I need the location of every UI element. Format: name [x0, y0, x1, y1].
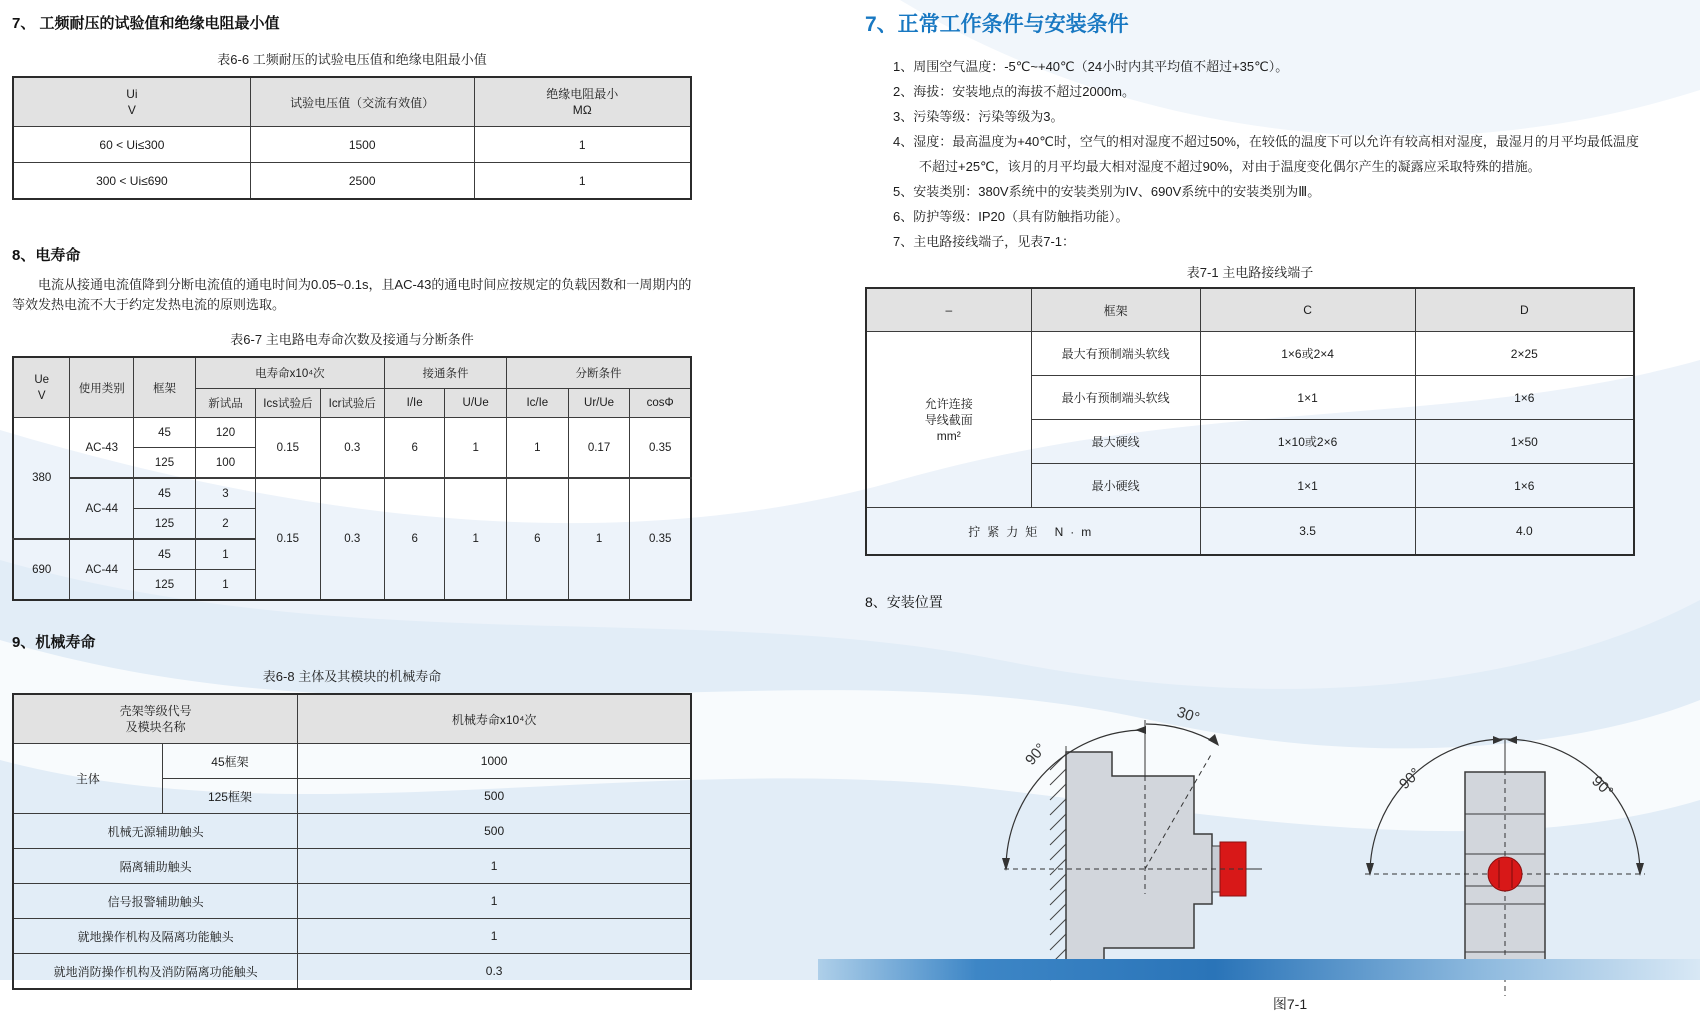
cell: 6 — [384, 478, 444, 600]
right-page — [865, 8, 1647, 1026]
table-7-1-caption: 表7-1 主电路接线端子 — [1186, 265, 1314, 280]
cell: 1 — [445, 478, 507, 600]
header-line: Ue — [34, 373, 50, 386]
section-7-left-title: 7、 工频耐压的试验值和绝缘电阻最小值 — [12, 15, 280, 32]
header-line: 及模块名称 — [125, 720, 186, 734]
arrowhead — [1208, 734, 1219, 746]
table-row — [13, 77, 691, 127]
header-cell: Ic/Ie — [507, 389, 569, 418]
table-row — [13, 418, 691, 448]
arrowhead — [1507, 736, 1517, 744]
device-profile — [1066, 752, 1212, 966]
cell: 就地消防操作机构及消防隔离功能触头 — [13, 954, 298, 990]
cell: 45 — [134, 478, 196, 509]
header-cell — [13, 77, 250, 127]
arc-30 — [1146, 724, 1218, 744]
cell: 6 — [507, 478, 569, 600]
cell — [866, 332, 1031, 508]
cell: 1 — [195, 570, 255, 601]
side-view-mounting-drawing — [940, 654, 1270, 984]
cell: 1 — [474, 127, 691, 163]
cell: 1×1 — [1200, 464, 1415, 508]
cell: 2500 — [250, 163, 474, 200]
cell: 1 — [298, 849, 691, 884]
cell: 拧紧力矩 N·m — [866, 508, 1200, 556]
table-7-1 — [865, 287, 1635, 556]
figure-caption: 图7-1 — [1272, 996, 1308, 1012]
table-row — [13, 919, 691, 954]
table-row — [13, 127, 691, 163]
cell: 就地操作机构及隔离功能触头 — [13, 919, 298, 954]
header-cell: U/Ue — [445, 389, 507, 418]
header-cell: – — [866, 288, 1031, 332]
cell: 0.3 — [298, 954, 691, 990]
cell-line: 导线截面 — [924, 412, 973, 427]
table-row — [13, 357, 691, 389]
cell: 1×6或2×4 — [1200, 332, 1415, 376]
cell: 1 — [445, 418, 507, 479]
cell: 1 — [568, 478, 630, 600]
header-cell: 使用类别 — [70, 357, 134, 418]
cell: 60 < Ui≤300 — [13, 127, 250, 163]
arrowhead — [1493, 736, 1503, 744]
angle-90-label: 90° — [1022, 740, 1050, 769]
cell: 120 — [195, 418, 255, 448]
cell: 125 — [134, 509, 196, 540]
cell: 0.3 — [320, 418, 384, 479]
cell: 100 — [195, 448, 255, 479]
header-cell: 机械寿命x10⁴次 — [298, 694, 691, 744]
section-9-left-title: 9、机械寿命 — [12, 634, 96, 651]
cell: 125 — [134, 448, 196, 479]
cell: 最小硬线 — [1031, 464, 1200, 508]
section-8-paragraph: 电流从接通电流值降到分断电流值的通电时间为0.05~0.1s，且AC-43的通电时间应按规定的负载因数和一周期内的等效发热电流不大于约定发热电流的原则选取。 — [12, 277, 692, 312]
header-cell: 电寿命x10⁴次 — [195, 357, 384, 389]
cell: 1×6 — [1415, 376, 1634, 420]
cell: 0.15 — [256, 478, 320, 600]
cell: 1 — [298, 884, 691, 919]
table-row — [13, 814, 691, 849]
header-cell: 框架 — [134, 357, 196, 418]
list-item: 2、海拔：安装地点的海拔不超过2000m。 — [893, 84, 1135, 99]
cell: 1×50 — [1415, 420, 1634, 464]
cell: 1 — [298, 919, 691, 954]
header-cell: cosΦ — [630, 389, 691, 418]
table-row — [13, 884, 691, 919]
header-cell: 新试品 — [195, 389, 255, 418]
cell: 500 — [298, 814, 691, 849]
header-line: V — [37, 389, 46, 402]
cell: 125 — [134, 570, 196, 601]
header-cell: Ics试验后 — [256, 389, 320, 418]
cell: 信号报警辅助触头 — [13, 884, 298, 919]
cell: 2×25 — [1415, 332, 1634, 376]
cell: 0.15 — [256, 418, 320, 479]
cell: 1500 — [250, 127, 474, 163]
list-item: 4、湿度：最高温度为+40℃时，空气的相对湿度不超过50%，在较低的温度下可以允许有较高相对湿度，最湿月的月平均最低温度不超过+25℃，该月的月平均最大相对湿度不超过90%，对由于温度变化偶尔产生的凝露应采取特殊的措施。 — [893, 134, 1639, 174]
footer-accent-bar — [818, 959, 1700, 980]
header-line: V — [127, 103, 136, 117]
cell: 125框架 — [162, 779, 298, 814]
cell: 1 — [474, 163, 691, 200]
table-6-6-caption: 表6-6 工频耐压的试验电压值和绝缘电阻最小值 — [217, 52, 487, 67]
cell: 最大硬线 — [1031, 420, 1200, 464]
list-item: 7、主电路接线端子，见表7-1： — [893, 234, 1076, 249]
section-8-left-title: 8、电寿命 — [12, 247, 81, 264]
header-cell: Icr试验后 — [320, 389, 384, 418]
header-cell: I/Ie — [384, 389, 444, 418]
cell: AC-44 — [70, 478, 134, 539]
cell: 690 — [13, 539, 70, 600]
cell: 45 — [134, 418, 196, 448]
section-8-right-title: 8、安装位置 — [865, 594, 943, 610]
cell: 45框架 — [162, 744, 298, 779]
header-line: 壳架等级代号 — [119, 704, 192, 718]
header-cell: C — [1200, 288, 1415, 332]
header-line: 绝缘电阻最小 — [546, 87, 619, 101]
cell: 1 — [507, 418, 569, 479]
cell: AC-43 — [70, 418, 134, 479]
cell: AC-44 — [70, 539, 134, 600]
cell: 1×1 — [1200, 376, 1415, 420]
red-knob — [1488, 857, 1522, 891]
list-item: 5、安装类别：380V系统中的安装类别为IV、690V系统中的安装类别为Ⅲ。 — [893, 184, 1321, 199]
cell: 2 — [195, 509, 255, 540]
cell: 45 — [134, 539, 196, 570]
header-line: MΩ — [572, 103, 592, 117]
cell: 1 — [195, 539, 255, 570]
cell: 4.0 — [1415, 508, 1634, 556]
header-cell — [13, 694, 298, 744]
cell: 最大有预制端头软线 — [1031, 332, 1200, 376]
table-row — [13, 478, 691, 509]
table-row — [866, 288, 1634, 332]
cell: 1×10或2×6 — [1200, 420, 1415, 464]
table-row — [13, 163, 691, 200]
cell: 主体 — [13, 744, 162, 814]
cell: 0.17 — [568, 418, 630, 479]
cell-line: mm² — [936, 428, 961, 443]
table-row — [866, 332, 1634, 376]
section-7-right-title: 7、正常工作条件与安装条件 — [865, 13, 1129, 36]
list-item: 3、污染等级：污染等级为3。 — [893, 109, 1064, 124]
header-cell: D — [1415, 288, 1634, 332]
table-6-7-caption: 表6-7 主电路电寿命次数及接通与分断条件 — [230, 332, 474, 347]
header-cell: 接通条件 — [384, 357, 506, 389]
arrowhead — [1135, 726, 1146, 734]
cell: 1×6 — [1415, 464, 1634, 508]
angle-90-left-label: 90° — [1395, 764, 1425, 793]
cell: 3 — [195, 478, 255, 509]
cell: 0.35 — [630, 418, 691, 479]
table-row — [13, 849, 691, 884]
header-cell: 框架 — [1031, 288, 1200, 332]
header-cell: Ur/Ue — [568, 389, 630, 418]
header-cell — [474, 77, 691, 127]
header-cell — [13, 357, 70, 418]
table-row — [13, 954, 691, 990]
table-row — [13, 694, 691, 744]
cell: 300 < Ui≤690 — [13, 163, 250, 200]
table-6-7 — [12, 356, 692, 601]
cell: 0.3 — [320, 478, 384, 600]
table-row — [13, 744, 691, 779]
cell-line: 允许连接 — [924, 396, 973, 411]
table-6-8-caption: 表6-8 主体及其模块的机械寿命 — [262, 669, 442, 684]
cell: 机械无源辅助触头 — [13, 814, 298, 849]
cell: 3.5 — [1200, 508, 1415, 556]
angle-90-right-label: 90° — [1588, 772, 1617, 801]
cell: 0.35 — [630, 478, 691, 600]
cell: 1000 — [298, 744, 691, 779]
table-6-6 — [12, 76, 692, 200]
left-page — [12, 12, 692, 990]
cell: 最小有预制端头软线 — [1031, 376, 1200, 420]
cell: 6 — [384, 418, 444, 479]
conditions-list — [865, 54, 1647, 254]
header-line: Ui — [126, 87, 138, 101]
header-cell: 分断条件 — [507, 357, 692, 389]
table-row — [866, 508, 1634, 556]
cell: 500 — [298, 779, 691, 814]
header-cell: 试验电压值（交流有效值） — [250, 77, 474, 127]
angle-30-label: 30° — [1174, 703, 1202, 727]
list-item: 6、防护等级：IP20（具有防触指功能）。 — [893, 209, 1129, 224]
cell: 380 — [13, 418, 70, 540]
table-6-8 — [12, 693, 692, 990]
cell: 隔离辅助触头 — [13, 849, 298, 884]
wall-hatching — [1050, 746, 1066, 980]
list-item: 1、周围空气温度：-5℃~+40℃（24小时内其平均值不超过+35℃）。 — [893, 59, 1289, 74]
